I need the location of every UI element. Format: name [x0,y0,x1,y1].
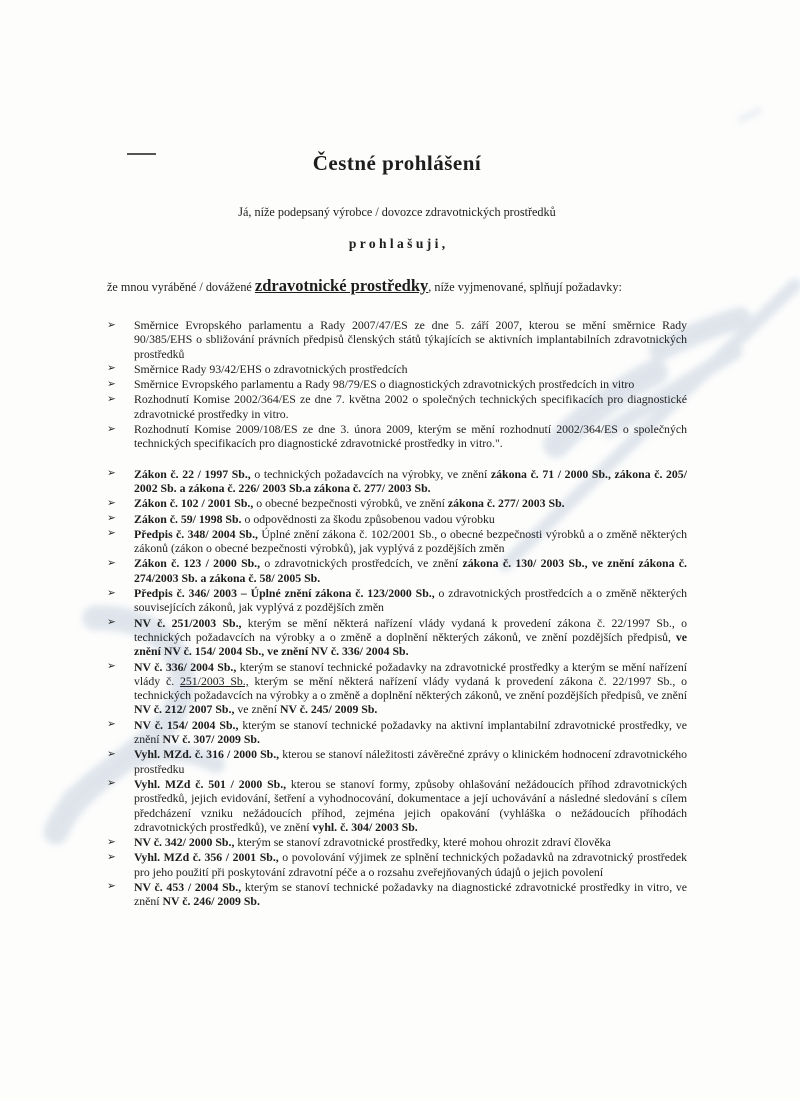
arrow-bullet-icon: ➢ [107,778,116,790]
legal-item-text: Vyhl. MZd. č. 316 / 2000 Sb., kterou se stanoví náležitosti závěrečné zprávy o klinickém hodnocení zdravotnického prostředku [134,747,688,776]
legal-item-text: Vyhl. MZd č. 501 / 2000 Sb., kterou se stanoví formy, způsoby ohlašování nežádoucích příhod zdravotnických prostředků, jejich evidování, šetření a vyhodnocování, dokumentace a její uchovávání a následné sledování s cílem předcházení vzniku nežádoucích příhod, zejména jejich opakování (vyhláška o nežádoucích příhodách zdravotnických prostředků), ve znění vyhl. č. 304/ 2003 Sb. [134,776,687,834]
arrow-bullet-icon: ➢ [107,836,116,848]
legal-item-text: NV č. 251/2003 Sb., kterým se mění některá nařízení vlády vydaná k provedení zákona č. 22/1997 Sb., o technických požadavcích na výrobky a o změně a doplnění některých zákonů, ve znění pozdějších předpisů, ve znění NV č. 154/ 2004 Sb., ve znění NV č. 336/ 2004 Sb. [134,615,687,659]
legal-list-item [107,527,687,556]
arrow-bullet-icon: ➢ [107,851,116,863]
arrow-bullet-icon: ➢ [107,528,116,540]
legal-item-text: Zákon č. 59/ 1998 Sb. o odpovědnosti za škodu způsobenou vadou výrobku [134,511,495,526]
arrow-bullet-icon: ➢ [107,661,116,673]
lead-suffix: , níže vyjmenované, splňují požadavky: [428,280,622,294]
arrow-bullet-icon: ➢ [107,617,116,629]
legal-item-text: Rozhodnutí Komise 2009/108/ES ze dne 3. února 2009, kterým se mění rozhodnutí 2002/364/ES o společných technických specifikacích pro diagnostické zdravotnické prostředky in vitro.". [134,422,687,451]
czech-legislation-list [107,467,687,909]
lead-emphasis: zdravotnické prostředky [254,276,429,295]
legal-list-item [107,556,687,585]
arrow-bullet-icon: ➢ [107,393,116,405]
legal-item-text: Rozhodnutí Komise 2002/364/ES ze dne 7. května 2002 o společných technických specifikacích pro diagnostické zdravotnické prostředky in vitro. [134,392,687,421]
arrow-bullet-icon: ➢ [107,468,116,480]
legal-list-item [107,850,687,879]
intro-line: Já, níže podepsaný výrobce / dovozce zdravotnických prostředků [238,205,556,219]
legal-list-item [107,422,687,451]
legal-item-text: NV č. 336/ 2004 Sb., kterým se stanoví technické požadavky na zdravotnické prostředky a kterým se mění nařízení vlády č. 251/2003 Sb., kterým se mění některá nařízení vlády vydaná k provedení zákona č. 22/1997 Sb., o technických požadavcích na výrobky a o změně a doplnění některých zákonů, ve znění pozdějších předpisů, ve znění NV č. 212/ 2007 Sb., ve znění NV č. 245/ 2009 Sb. [134,659,688,717]
arrow-bullet-icon: ➢ [107,378,116,390]
legal-item-text: Směrnice Rady 93/42/EHS o zdravotnických prostředcích [134,361,408,376]
legal-item-text: NV č. 453 / 2004 Sb., kterým se stanoví technické požadavky na diagnostické zdravotnické prostředky in vitro, ve znění NV č. 246/ 2009 Sb. [134,879,688,909]
legal-list-item [107,835,687,849]
lead-sentence [107,276,687,297]
arrow-bullet-icon: ➢ [107,497,116,509]
legal-item-text: Předpis č. 348/ 2004 Sb., Úplné znění zákona č. 102/2001 Sb., o obecné bezpečnosti výrobků a o změně některých zákonů (zákon o obecné bezpečnosti výrobků), jak vyplývá z pozdějších změn [134,526,687,556]
legal-list-item [107,392,687,421]
legal-item-text: NV č. 342/ 2000 Sb., kterým se stanoví zdravotnické prostředky, které mohou ohrozit zdraví člověka [134,835,611,850]
lead-prefix: že mnou vyráběné / dovážené [107,280,255,294]
legal-list-item [107,880,687,909]
legal-item-text: NV č. 154/ 2004 Sb., kterým se stanoví technické požadavky na aktivní implantabilní zdravotnické prostředky, ve znění NV č. 307/ 2009 Sb. [134,717,687,747]
legal-item-text: Předpis č. 346/ 2003 – Úplné znění zákona č. 123/2000 Sb., o zdravotnických prostředcích a o změně některých souvisejících zákonů, jak vyplývá z pozdějších změn [134,586,687,615]
legal-list-item [107,586,687,615]
arrow-bullet-icon: ➢ [107,423,116,435]
legal-item-text: Zákon č. 102 / 2001 Sb., o obecné bezpečnosti výrobků, ve znění zákona č. 277/ 2003 Sb. [134,496,565,511]
arrow-bullet-icon: ➢ [107,719,116,731]
declaration-word: p r o h l a š u j i , [348,236,446,251]
eu-directives-list [107,318,687,451]
legal-list-item [107,777,687,834]
legal-list-item [107,362,687,376]
legal-list-item [107,467,687,496]
legal-item-text: Vyhl. MZd č. 356 / 2001 Sb., o povolování výjimek ze splnění technických požadavků na zdravotnický prostředek pro jeho použití při poskytování zdravotní péče a o rozsahu zveřejňovaných údajů o jejich povolení [134,850,688,879]
legal-list-item [107,660,687,717]
arrow-bullet-icon: ➢ [107,319,116,331]
legal-list-item [107,496,687,510]
arrow-bullet-icon: ➢ [107,363,116,375]
arrow-bullet-icon: ➢ [107,587,116,599]
arrow-bullet-icon: ➢ [107,881,116,893]
legal-list-item [107,377,687,391]
legal-list-item [107,318,687,361]
arrow-bullet-icon: ➢ [107,557,116,569]
legal-item-text: Směrnice Evropského parlamentu a Rady 2007/47/ES ze dne 5. září 2007, kterou se mění směrnice Rady 90/385/EHS o sbližování právních předpisů členských států týkajících se aktivních implantabilních zdravotnických prostředků [134,318,687,361]
legal-item-text: Směrnice Evropského parlamentu a Rady 98/79/ES o diagnostických zdravotnických prostředcích in vitro [134,377,635,392]
legal-list-item [107,718,687,747]
arrow-bullet-icon: ➢ [107,513,116,525]
legal-list-item [107,512,687,526]
arrow-bullet-icon: ➢ [107,748,116,760]
page-title: Čestné prohlášení [312,151,482,175]
legal-item-text: Zákon č. 123 / 2000 Sb., o zdravotnických prostředcích, ve znění zákona č. 130/ 2003 Sb., ve znění zákona č. 274/2003 Sb. a zákona č. 58/ 2005 Sb. [134,556,687,585]
legal-list-item [107,616,687,659]
legal-list-item [107,747,687,776]
legal-item-text: Zákon č. 22 / 1997 Sb., o technických požadavcích na výrobky, ve znění zákona č. 71 / 2000 Sb., zákona č. 205/ 2002 Sb. a zákona č. 226/ 2003 Sb.a zákona č. 277/ 2003 Sb. [134,466,687,495]
